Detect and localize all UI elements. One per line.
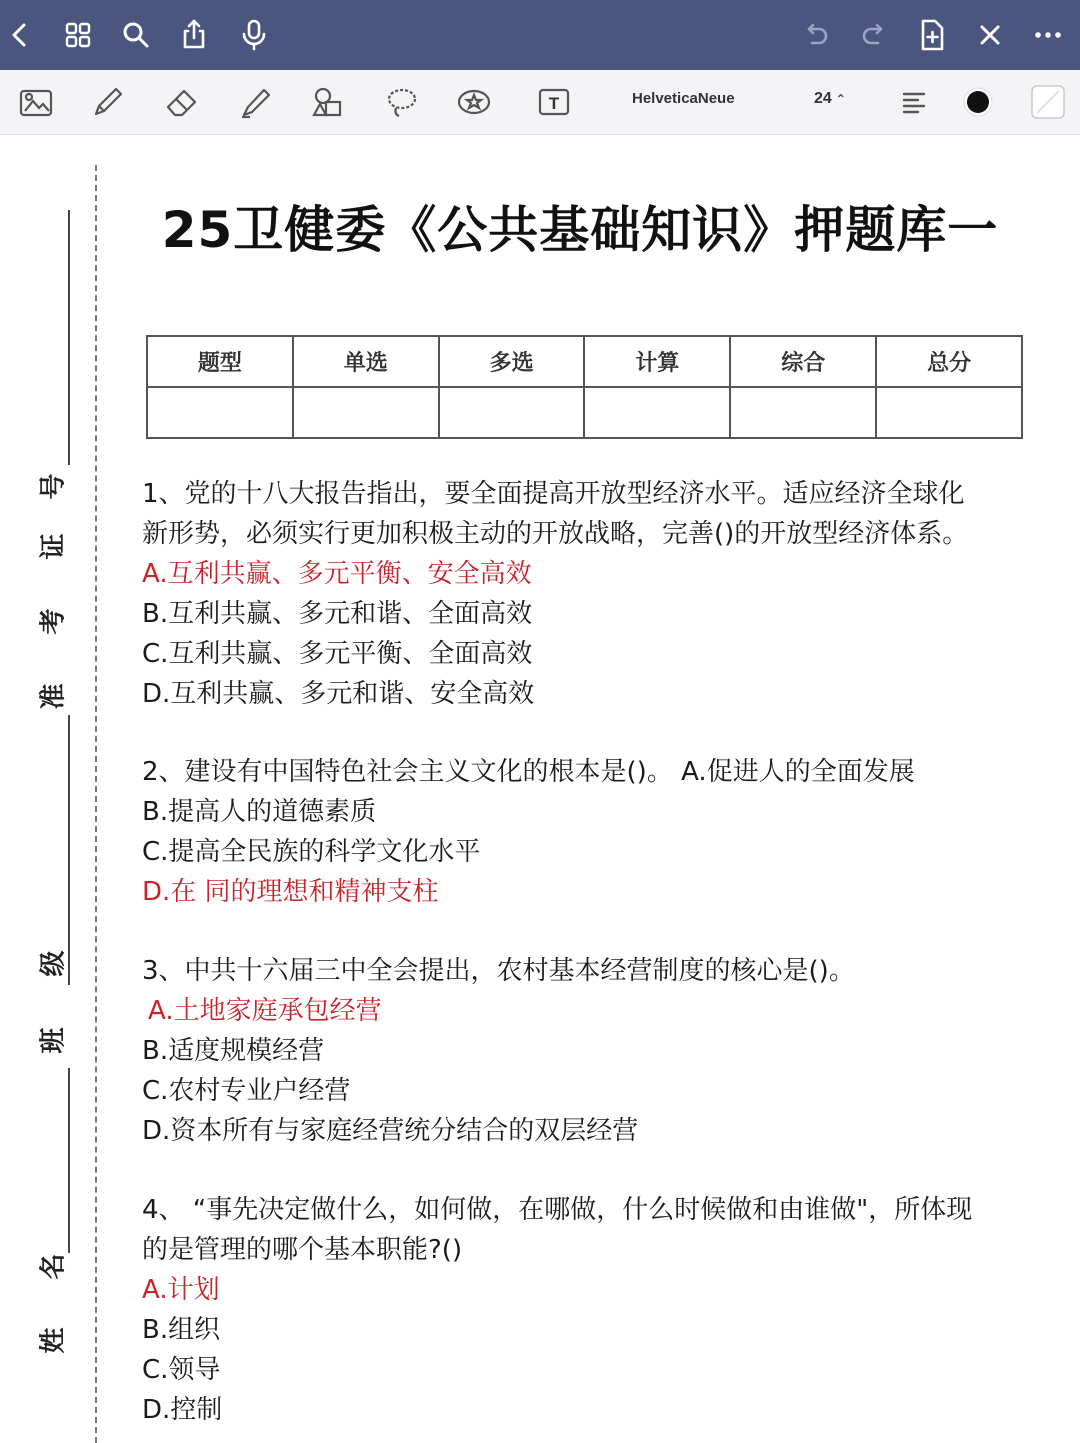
- question-4: [142, 1190, 1047, 1430]
- option: C.农村专业户经营: [142, 1076, 351, 1106]
- question-stem: 1、党的十八大报告指出，要全面提高开放型经济水平。适应经济全球化: [142, 479, 965, 509]
- table-header-row: [147, 336, 1022, 387]
- option: D.控制: [142, 1395, 223, 1425]
- microphone-icon[interactable]: [236, 17, 272, 53]
- option: B.组织: [142, 1315, 221, 1345]
- text-box-icon[interactable]: [534, 82, 574, 122]
- score-table: [146, 335, 1023, 439]
- undo-icon[interactable]: [798, 17, 834, 53]
- option: D.互利共赢、多元和谐、安全高效: [142, 679, 535, 709]
- score-cell[interactable]: [147, 387, 293, 438]
- font-size-stepper[interactable]: [814, 90, 846, 108]
- score-cell[interactable]: [293, 387, 439, 438]
- option: D.资本所有与家庭经营统分结合的双层经营: [142, 1116, 639, 1146]
- fill-color-icon[interactable]: [1028, 82, 1068, 122]
- question-1: [142, 474, 1047, 714]
- lasso-icon[interactable]: [382, 82, 422, 122]
- more-icon[interactable]: [1030, 17, 1066, 53]
- correct-option: D.在 同的理想和精神支柱: [142, 877, 439, 907]
- class-line: [68, 715, 70, 985]
- sidebar-label-xing: 姓: [38, 1327, 69, 1354]
- highlighter-icon[interactable]: [236, 82, 276, 122]
- pen-icon[interactable]: [88, 82, 128, 122]
- table-header-cell: 题型: [147, 336, 293, 387]
- table-header-cell: 单选: [293, 336, 439, 387]
- binding-dashed-line: [95, 165, 97, 1443]
- exam-id-line: [68, 210, 70, 465]
- svg-text:T: T: [548, 94, 560, 113]
- table-header-cell: 综合: [730, 336, 876, 387]
- question-2: [142, 752, 1047, 912]
- question-stem: 2、建设有中国特色社会主义文化的根本是()。 A.促进人的全面发展: [142, 757, 915, 787]
- lasso-image-icon[interactable]: [16, 82, 56, 122]
- option: B.提高人的道德素质: [142, 797, 377, 827]
- back-icon[interactable]: [2, 17, 38, 53]
- page-title: 25卫健委《公共基础知识》押题库一: [161, 201, 999, 259]
- search-icon[interactable]: [118, 17, 154, 53]
- question-stem: 新形势，必须实行更加积极主动的开放战略，完善()的开放型经济体系。: [142, 519, 969, 549]
- sidebar-label-ming: 名: [38, 1253, 69, 1280]
- option: B.互利共赢、多元和谐、全面高效: [142, 599, 533, 629]
- color-picker-icon[interactable]: [958, 82, 998, 122]
- top-navigation-bar: [0, 0, 1080, 70]
- question-stem: 的是管理的哪个基本职能?(): [142, 1235, 463, 1265]
- option: C.领导: [142, 1355, 221, 1385]
- score-cell[interactable]: [439, 387, 585, 438]
- sticker-icon[interactable]: [454, 82, 494, 122]
- table-header-cell: 计算: [584, 336, 730, 387]
- correct-option: A.互利共赢、多元平衡、安全高效: [142, 559, 532, 589]
- score-cell[interactable]: [876, 387, 1022, 438]
- text-align-icon[interactable]: [894, 82, 934, 122]
- font-name-selector[interactable]: HelveticaNeue: [632, 90, 735, 107]
- shapes-icon[interactable]: [308, 82, 348, 122]
- sidebar-label-kao: 考: [38, 608, 69, 635]
- correct-option: A.土地家庭承包经营: [148, 996, 382, 1026]
- font-size-value: 24: [814, 90, 832, 107]
- option: B.适度规模经营: [142, 1036, 325, 1066]
- question-stem: 4、 “事先决定做什么，如何做，在哪做，什么时候做和由谁做"，所体现: [142, 1195, 973, 1225]
- close-icon[interactable]: [972, 17, 1008, 53]
- grid-icon[interactable]: [60, 17, 96, 53]
- table-header-cell: 总分: [876, 336, 1022, 387]
- tool-bar: [0, 70, 1080, 135]
- stepper-arrows-icon: ⌃: [835, 92, 846, 106]
- question-stem: 3、中共十六届三中全会提出，农村基本经营制度的核心是()。: [142, 956, 855, 986]
- redo-icon[interactable]: [856, 17, 892, 53]
- option: C.互利共赢、多元平衡、全面高效: [142, 639, 533, 669]
- table-score-row: [147, 387, 1022, 438]
- sidebar-label-ji: 级: [38, 950, 69, 977]
- score-cell[interactable]: [730, 387, 876, 438]
- sidebar-label-hao: 号: [38, 473, 69, 500]
- add-page-icon[interactable]: [914, 17, 950, 53]
- share-icon[interactable]: [176, 17, 212, 53]
- sidebar-label-ban: 班: [38, 1027, 69, 1054]
- correct-option: A.计划: [142, 1275, 220, 1305]
- score-cell[interactable]: [584, 387, 730, 438]
- table-header-cell: 多选: [439, 336, 585, 387]
- name-line: [68, 1068, 70, 1253]
- question-3: [142, 951, 1047, 1151]
- eraser-icon[interactable]: [162, 82, 202, 122]
- sidebar-label-zheng: 证: [38, 533, 69, 560]
- sidebar-label-zhun: 准: [38, 683, 69, 710]
- option: C.提高全民族的科学文化水平: [142, 837, 481, 867]
